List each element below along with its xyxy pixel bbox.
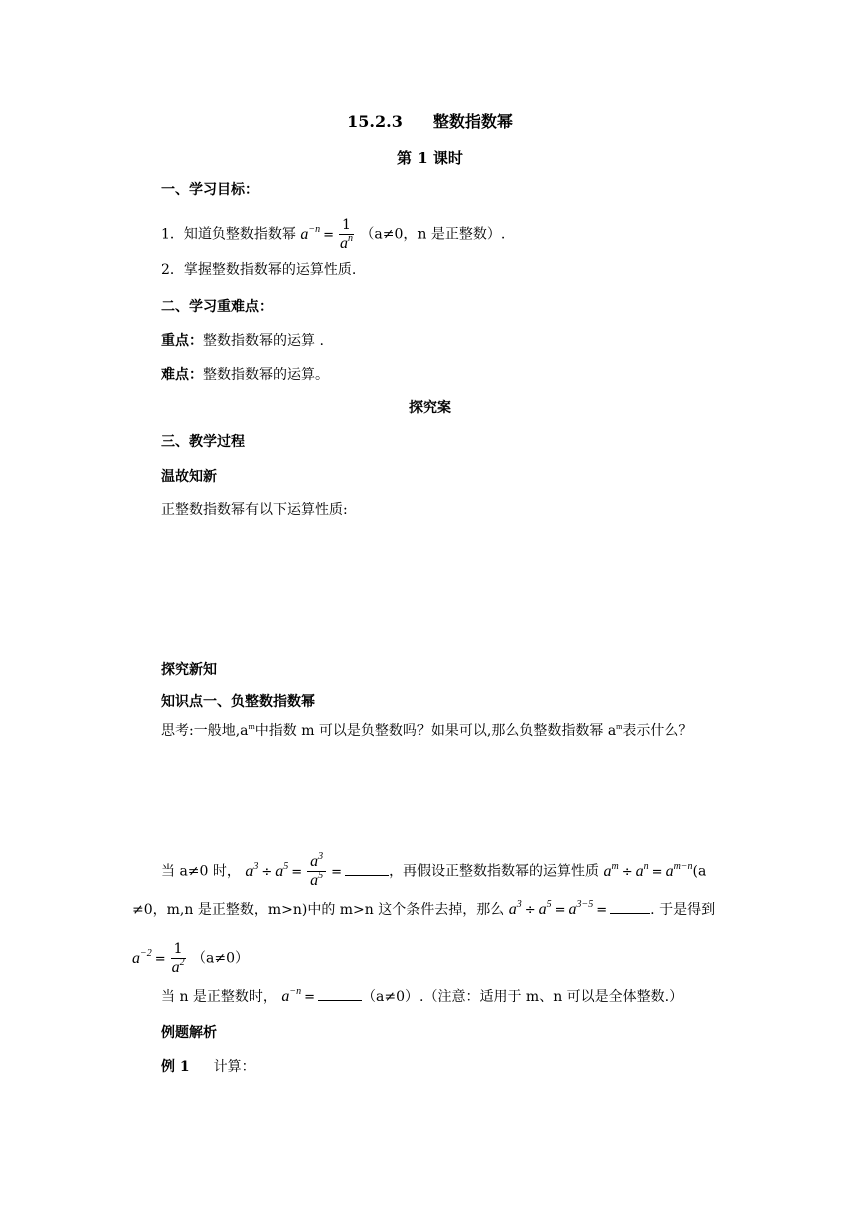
formula-a3-div-a5: $a^3$ [245,860,259,880]
derivation-1-middle: ，再假设正整数指数幂的运算性质 [389,863,600,880]
section-heading-key-points: 二、学习重难点： [161,299,273,315]
objective-1: 1．知道负整数指数幂 $a^{-n}$ = $\frac{1}{a^n}$ （a≠0，n 是正整数）. [161,217,506,252]
derivation-1-start: 当 a≠0 时， [161,863,241,880]
key-point-text: 整数指数幂的运算 . [203,333,324,349]
difficulty-label: 难点： [161,367,203,383]
page-title [0,112,860,132]
objective-2: 2．掌握整数指数幂的运算性质. [161,262,357,278]
derivation-line-2: ≠0，m,n 是正整数，m>n)中的 m>n 这个条件去掉，那么 $a^3 \div a^5 = a^{3-5}$ = . 于是得到 [132,899,716,918]
formula-a3-div-a5-exp: $a^3$ [508,899,522,918]
review-text: 正整数指数幂有以下运算性质: [161,502,348,518]
fraction-1-over-a2: $\frac{1}{a^2}$ [171,941,185,976]
example-1 [161,1057,256,1077]
derivation-2-end: . 于是得到 [650,902,716,918]
derivation-4-end: （a≠0）.（注意：适用于 m、n 可以是全体整数.） [362,989,684,1005]
answer-blank-2[interactable] [610,901,650,914]
derivation-4-start: 当 n 是正整数时， [161,989,277,1005]
knowledge-point-1-heading: 知识点一、负整数指数幂 [161,694,315,710]
page-subtitle: 第 1 课时 [397,149,463,167]
derivation-line-4: 当 n 是正整数时， $a^{-n} = (a\ne 0)$.（注意：适用于 m、n 可以是全体整数.） [161,986,684,1005]
objective-1-condition: （a≠0，n 是正整数）. [360,226,506,243]
difficulty-text: 整数指数幂的运算。 [203,367,329,383]
think-text-start: 思考:一般地,a [161,723,249,739]
key-point [161,331,324,351]
explore-new-heading: 探究新知 [161,662,217,678]
derivation-1-end: (a [692,863,707,880]
derivation-3-condition: （a≠0） [192,950,250,967]
think-text-middle: 中指数 m 可以是负整数吗？如果可以,那么负整数指数幂 a [254,723,617,739]
example-heading: 例题解析 [161,1025,217,1041]
title-number: 15.2.3 [347,112,403,131]
key-point-label: 重点： [161,333,203,349]
think-text-end: 表示什么？ [622,723,693,739]
explore-heading: 探究案 [409,400,451,416]
section-heading-process: 三、教学过程 [161,434,245,450]
derivation-2-start: ≠0，m,n 是正整数，m>n)中的 m>n 这个条件去掉，那么 [132,902,505,918]
answer-blank-1[interactable] [345,863,389,876]
section-heading-objectives: 一、学习目标： [161,182,259,198]
objective-1-text: 1．知道负整数指数幂 [161,226,296,243]
think-question: 思考:一般地$,a^m$中指数 m 可以是负整数吗？如果可以,那么负整数指数幂 $a^m$表示什么？ [161,722,693,739]
formula-a-neg-2: $a^{-2}$ [132,947,152,967]
difficulty-point [161,365,329,385]
formula-am-div-an: $a^m$ [603,860,619,880]
derivation-line-3: $a^{-2}$ = $\frac{1}{a^2}$ （a≠0） [132,941,250,976]
fraction-1-over-a-n: $\frac{1}{a^n}$ [339,217,353,252]
example-1-label: 例 1 [161,1059,190,1075]
answer-blank-3[interactable] [318,988,362,1001]
derivation-line-1: 当 a≠0 时， $a^3 \div a^5$ = $\frac{a^3}{a^5}$ = ，再假设正整数指数幂的运算性质 $a^m \div a^n = a^{m-n}(a$ [161,851,707,889]
fraction-a3-over-a5: $\frac{a^3}{a^5}$ [307,853,326,890]
review-heading: 温故知新 [161,469,217,485]
formula-a-neg-n-2: $a^{-n}$ [281,986,302,1005]
title-text: 整数指数幂 [432,112,513,131]
example-1-text: 计算： [213,1059,256,1075]
formula-a-neg-n: $a^{-n}$ [300,223,321,243]
